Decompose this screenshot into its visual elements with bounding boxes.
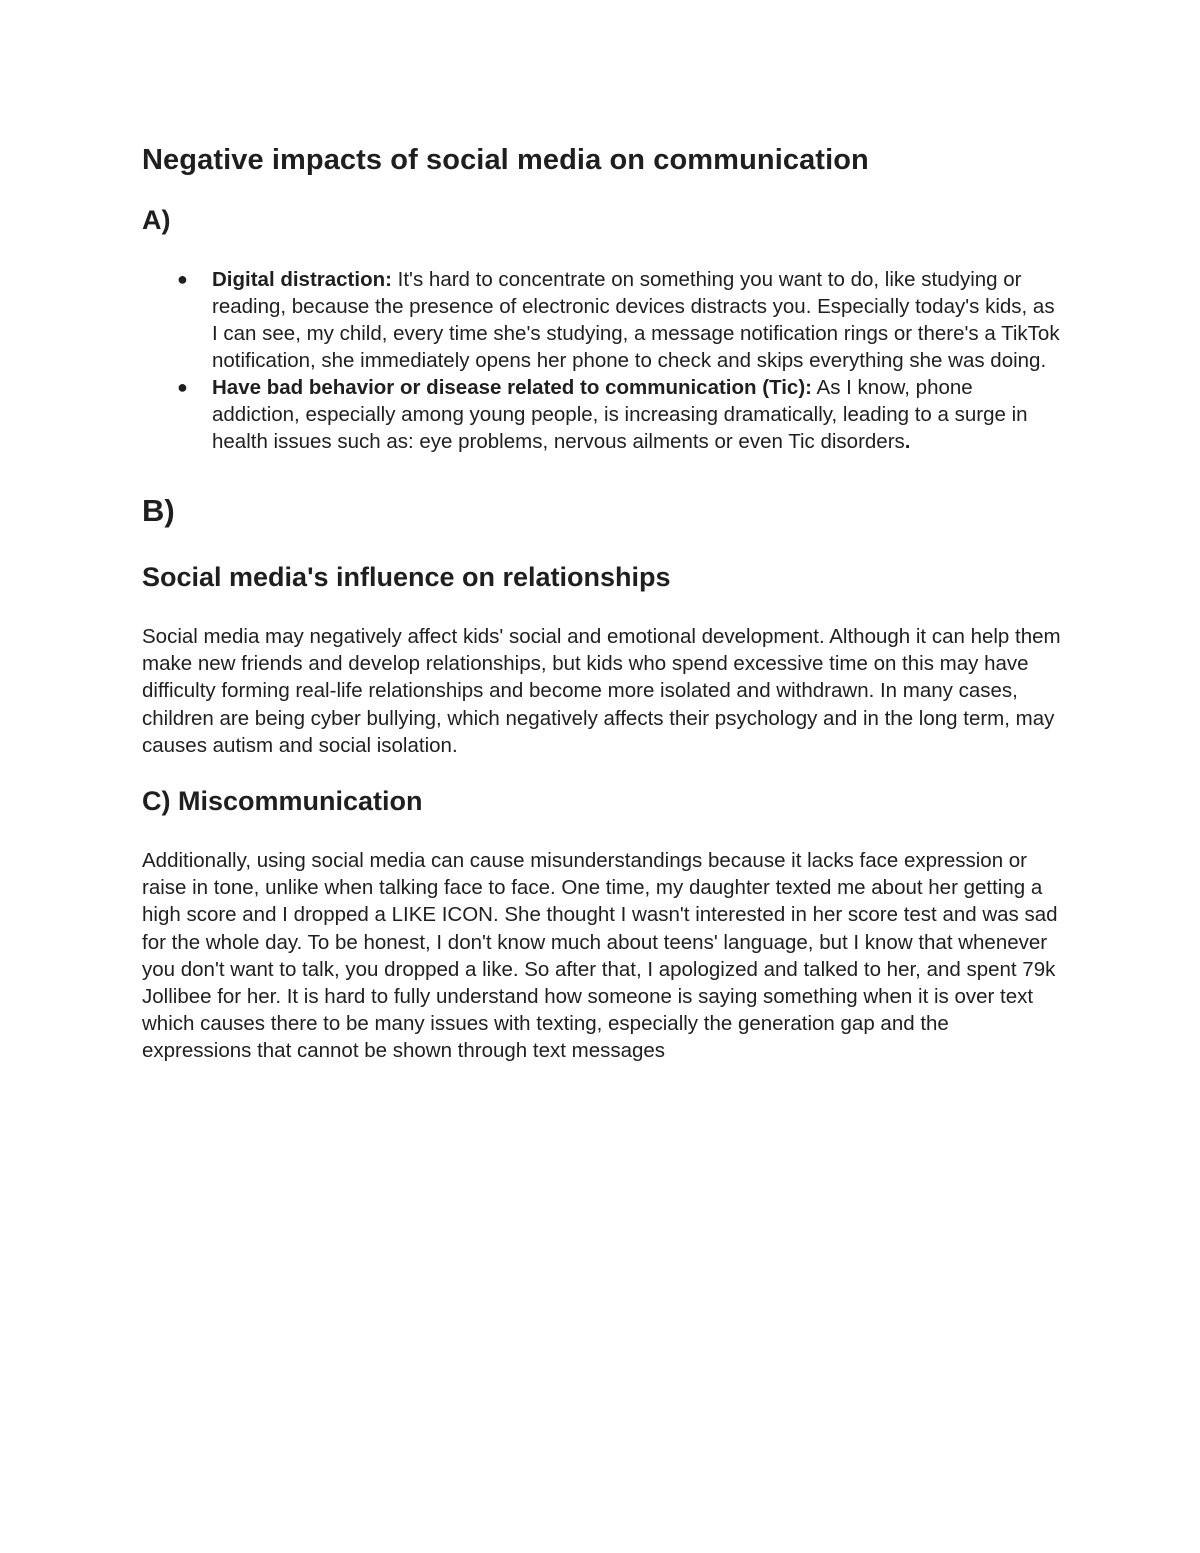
section-c-paragraph: Additionally, using social media can cause misunderstandings because it lacks face expression or raise in tone, unlike when talking face to face. One time, my daughter texted me about her getting a high score and I dropped a LIKE ICON. She thought I wasn't interested in her score test and was sad for the whole day. To be honest, I don't know much about teens' language, but I know that whenever you don't want to talk, you dropped a like. So after that, I apologized and talked to her, and spent 79k Jollibee for her. It is hard to fully understand how someone is saying something when it is over text which causes there to be many issues with texting, especially the generation gap and the expressions that cannot be shown through text messages: [142, 849, 1058, 1063]
bullet-lead: Digital distraction:: [212, 268, 392, 291]
section-b-label: B): [142, 493, 175, 528]
section-b-paragraph: Social media may negatively affect kids' social and emotional development. Although it can help them make new friends and develop relationships, but kids who spend excessive time on this may have difficulty forming real-life relationships and become more isolated and withdrawn. In many cases, children are being cyber bullying, which negatively affects their psychology and in the long term, may causes autism and social isolation.: [142, 625, 1061, 757]
section-a-label: A): [142, 205, 171, 235]
section-c-heading: C) Miscommunication: [142, 786, 423, 817]
bullet-text: As I know, phone addiction, especially among young people, is increasing dramatically, leading to a surge in health issues such as: eye problems, nervous ailments or even Tic disorders: [212, 376, 1028, 453]
bullet-icon: ●: [177, 377, 188, 397]
section-a-bullet-list: [142, 266, 1062, 455]
section-b-heading: Social media's influence on relationships: [142, 562, 671, 592]
document-page: [142, 138, 1062, 1065]
bullet-lead: Have bad behavior or disease related to communication (Tic):: [212, 376, 812, 399]
document-title: Negative impacts of social media on communication: [142, 144, 869, 176]
bullet-icon: ●: [177, 269, 188, 289]
bullet-item-bad-behavior: [177, 374, 1062, 455]
bullet-item-digital-distraction: [177, 266, 1062, 374]
bullet-end: .: [904, 430, 911, 453]
bullet-text: It's hard to concentrate on something you want to do, like studying or reading, because the presence of electronic devices distracts you. Especially today's kids, as I can see, my child, every time she's studying, a message notification rings or there's a TikTok notification, she immediately opens her phone to check and skips everything she was doing.: [212, 268, 1060, 372]
